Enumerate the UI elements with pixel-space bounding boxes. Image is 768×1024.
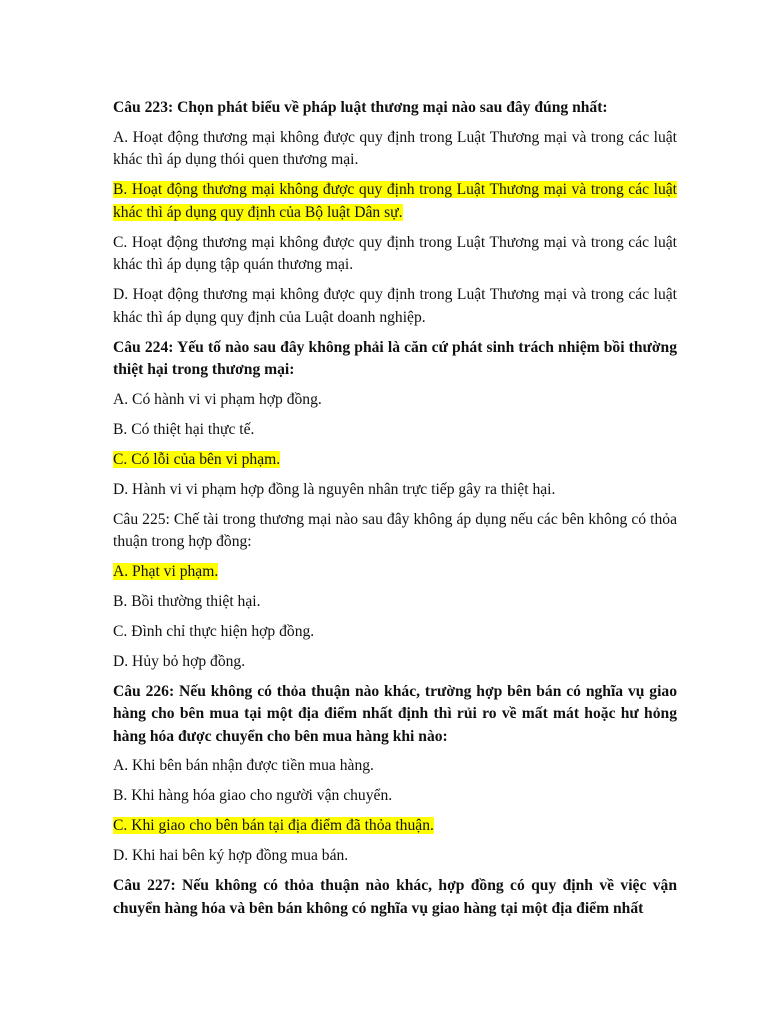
question-text: Câu 224: Yếu tố nào sau đây không phải là căn cứ phát sinh trách nhiệm bồi thường thiệt hại trong thương mại: [113, 338, 677, 378]
question-text: Câu 226: Nếu không có thỏa thuận nào khác, trường hợp bên bán có nghĩa vụ giao hàng cho bên mua tại một địa điểm nhất định thì rủi ro về mất mát hoặc hư hỏng hàng hóa được chuyển cho bên mua hàng khi nào: [113, 682, 677, 745]
answer-option-highlighted [113, 449, 677, 472]
answer-option-text: A. Phạt vi phạm. [113, 562, 219, 580]
question-text: Câu 223: Chọn phát biểu về pháp luật thương mại nào sau đây đúng nhất: [113, 99, 608, 116]
answer-option-highlighted [113, 561, 677, 584]
answer-option-text: D. Hoạt động thương mại không được quy định trong Luật Thương mại và trong các luật khác thì áp dụng quy định của Luật doanh nghiệp. [113, 286, 677, 326]
answer-option-text: A. Có hành vi vi phạm hợp đồng. [113, 390, 322, 408]
answer-option-text: C. Đình chỉ thực hiện hợp đồng. [113, 622, 315, 640]
answer-option [113, 389, 677, 412]
answer-option-text: C. Hoạt động thương mại không được quy định trong Luật Thương mại và trong các luật khác thì áp dụng tập quán thương mại. [113, 233, 677, 273]
answer-option [113, 284, 677, 329]
answer-option-text: D. Hành vi vi phạm hợp đồng là nguyên nhân trực tiếp gây ra thiệt hại. [113, 480, 556, 498]
answer-option-text: A. Khi bên bán nhận được tiền mua hàng. [113, 757, 374, 774]
answer-option [113, 785, 677, 808]
answer-option [113, 419, 677, 442]
answer-option-text: B. Có thiệt hại thực tế. [113, 420, 255, 438]
answer-option [113, 845, 677, 868]
answer-option [113, 621, 677, 644]
answer-option-text: C. Khi giao cho bên bán tại địa điểm đã thỏa thuận. [113, 817, 434, 834]
answer-option-highlighted [113, 815, 677, 838]
answer-option-text: D. Khi hai bên ký hợp đồng mua bán. [113, 847, 349, 864]
answer-option-text: B. Khi hàng hóa giao cho người vận chuyển. [113, 787, 393, 804]
question-text: Câu 225: Chế tài trong thương mại nào sau đây không áp dụng nếu các bên không có thỏa thuận trong hợp đồng: [113, 510, 677, 550]
answer-option [113, 591, 677, 614]
document-page [113, 97, 677, 927]
answer-option [113, 232, 677, 277]
answer-option [113, 755, 677, 778]
answer-option-highlighted [113, 179, 677, 224]
answer-option [113, 479, 677, 502]
answer-option [113, 651, 677, 674]
question-text: Câu 227: Nếu không có thỏa thuận nào khác, hợp đồng có quy định về việc vận chuyển hàng hóa và bên bán không có nghĩa vụ giao hàng tại một địa điểm nhất [113, 877, 677, 917]
answer-option-text: D. Hủy bỏ hợp đồng. [113, 652, 246, 670]
answer-option-text: A. Hoạt động thương mại không được quy định trong Luật Thương mại và trong các luật khác thì áp dụng thói quen thương mại. [113, 128, 677, 168]
answer-option-text: B. Bồi thường thiệt hại. [113, 592, 261, 610]
answer-option-text: C. Có lỗi của bên vi phạm. [113, 450, 281, 468]
answer-option-text: B. Hoạt động thương mại không được quy định trong Luật Thương mại và trong các luật khác thì áp dụng quy định của Bộ luật Dân sự. [113, 181, 677, 221]
answer-option [113, 127, 677, 172]
